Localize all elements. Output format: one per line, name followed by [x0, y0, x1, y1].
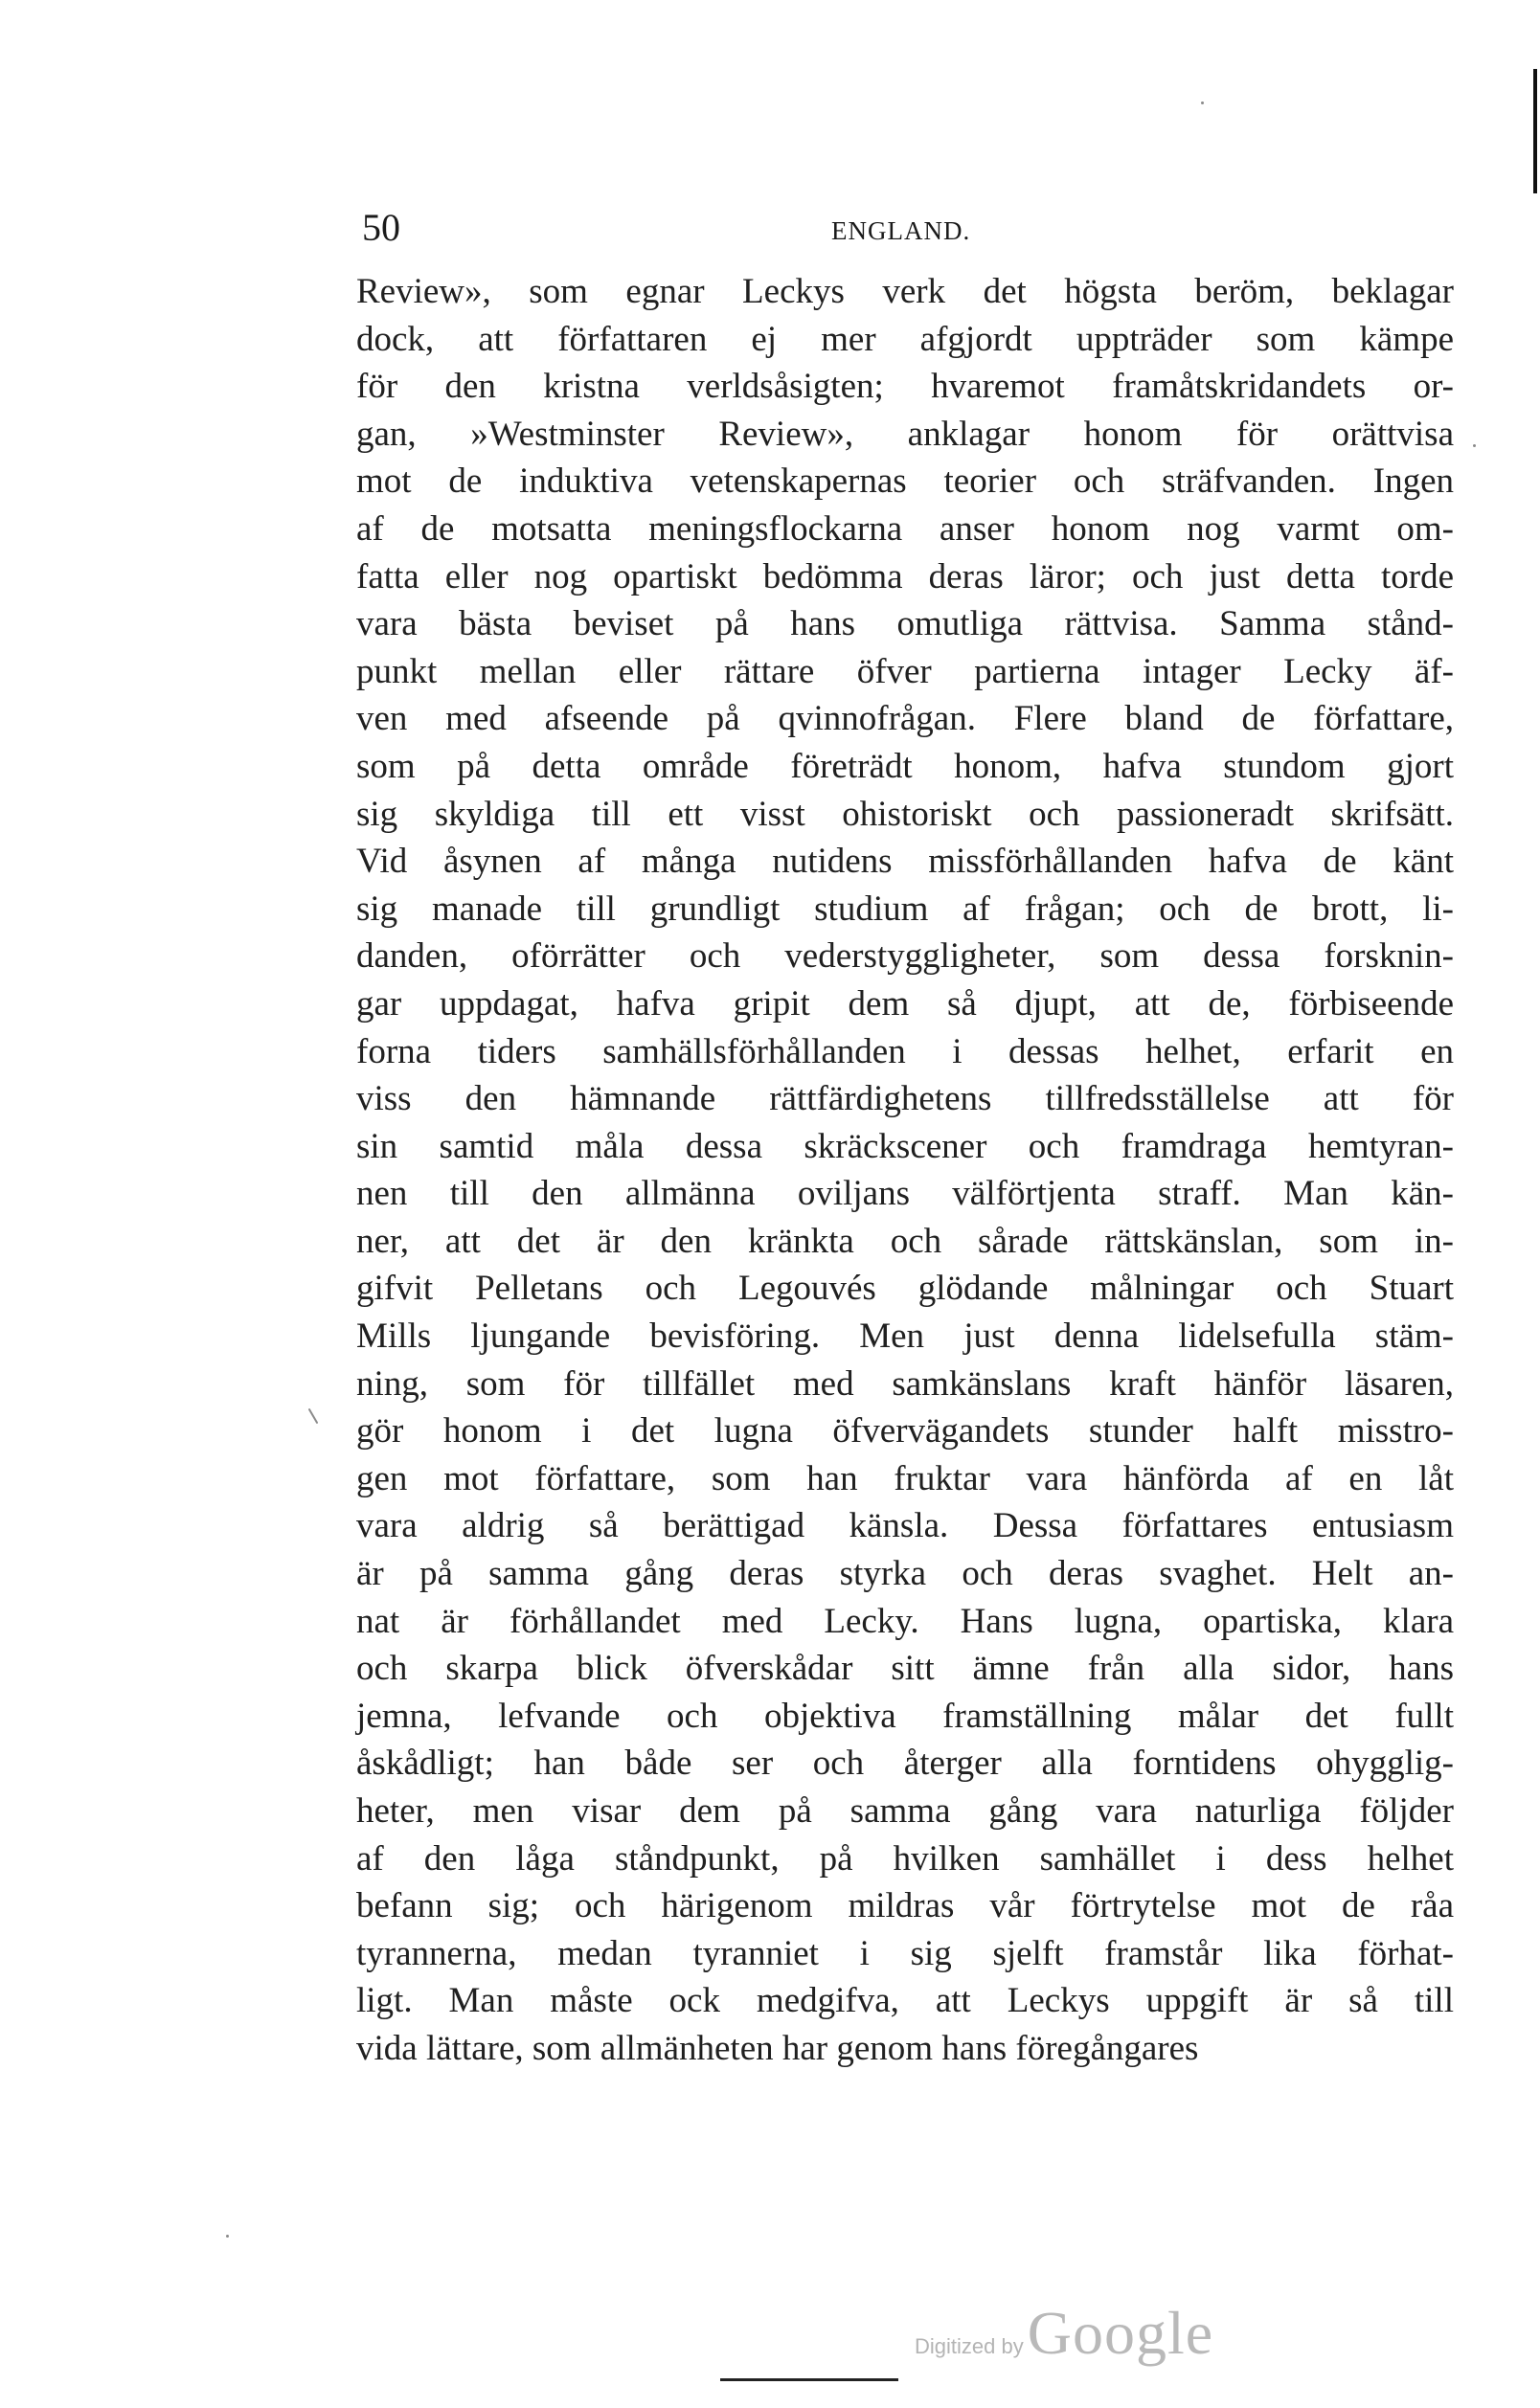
text-line: Vid åsynen af många nutidens missförhållanden hafva de känt [356, 842, 1454, 882]
text-line: åskådligt; han både ser och återger alla forntidens ohygglig- [356, 1744, 1454, 1784]
text-line: ner, att det är den kränkta och sårade rättskänslan, som in- [356, 1221, 1454, 1261]
scan-speck [226, 2235, 229, 2238]
text-line: punkt mellan eller rättare öfver partierna intager Lecky äf- [356, 651, 1454, 691]
text-line: heter, men visar dem på samma gång vara naturliga följder [356, 1791, 1454, 1831]
text-line: forna tiders samhällsförhållanden i dessas helhet, erfarit en [356, 1031, 1454, 1071]
page-edge-mark [1533, 69, 1537, 193]
body-text [356, 268, 1454, 2073]
digitized-by-google-watermark [915, 2298, 1213, 2369]
text-line: ligt. Man måste ock medgifva, att Leckys uppgift är så till [356, 1981, 1454, 2021]
page-number: 50 [362, 206, 400, 249]
scan-speck [1473, 444, 1476, 447]
text-line: sin samtid måla dessa skräckscener och framdraga hemtyran- [356, 1126, 1454, 1166]
google-logo-text: Google [1027, 2299, 1214, 2367]
text-line: vida lättare, som allmänheten har genom hans föregångares [356, 2028, 1199, 2068]
text-line: mot de induktiva vetenskapernas teorier och sträfvanden. Ingen [356, 461, 1454, 502]
text-line: sig skyldiga till ett visst ohistoriskt och passioneradt skrifsätt. [356, 794, 1454, 834]
text-line: af de motsatta meningsflockarna anser honom nog varmt om- [356, 508, 1454, 549]
text-line: gifvit Pelletans och Legouvés glödande målningar och Stuart [356, 1269, 1454, 1309]
running-head: ENGLAND. [831, 216, 971, 245]
text-line: sig manade till grundligt studium af frågan; och de brott, li- [356, 889, 1454, 929]
text-line: nen till den allmänna oviljans välförtjenta straff. Man kän- [356, 1174, 1454, 1214]
text-line: befann sig; och härigenom mildras vår förtrytelse mot de råa [356, 1886, 1454, 1926]
text-line: fatta eller nog opartiskt bedömma deras läror; och just detta torde [356, 556, 1454, 596]
text-line: jemna, lefvande och objektiva framställning målar det fullt [356, 1696, 1454, 1736]
text-line: nat är förhållandet med Lecky. Hans lugna, opartiska, klara [356, 1601, 1454, 1641]
text-line: och skarpa blick öfverskådar sitt ämne från alla sidor, hans [356, 1649, 1454, 1689]
text-line: danden, oförrätter och vederstyggligheter, som dessa forsknin- [356, 936, 1454, 977]
page-header [362, 205, 1435, 253]
text-line: ven med afseende på qvinnofrågan. Flere bland de författare, [356, 699, 1454, 739]
scan-speck [1201, 101, 1204, 104]
scan-speck [308, 1408, 319, 1425]
digitized-by-label: Digitized by [915, 2334, 1024, 2358]
text-line: vara bästa beviset på hans omutliga rättvisa. Samma stånd- [356, 604, 1454, 644]
text-line: af den låga ståndpunkt, på hvilken samhället i dess helhet [356, 1838, 1454, 1879]
text-line: ning, som för tillfället med samkänslans kraft hänför läsaren, [356, 1363, 1454, 1404]
text-line: gör honom i det lugna öfvervägandets stunder halft misstro- [356, 1411, 1454, 1452]
text-line: är på samma gång deras styrka och deras svaghet. Helt an- [356, 1554, 1454, 1594]
text-line: dock, att författaren ej mer afgjordt uppträder som kämpe [356, 319, 1454, 359]
text-line: Mills ljungande bevisföring. Men just denna lidelsefulla stäm- [356, 1317, 1454, 1357]
text-line: Review», som egnar Leckys verk det högsta beröm, beklagar [356, 272, 1454, 311]
text-line: tyrannerna, medan tyranniet i sig sjelft framstår lika förhat- [356, 1933, 1454, 1973]
text-line: gen mot författare, som han fruktar vara hänförda af en låt [356, 1458, 1454, 1498]
bottom-rule [720, 2378, 898, 2381]
text-line: viss den hämnande rättfärdighetens tillfredsställelse att för [356, 1079, 1454, 1119]
text-line: gar uppdagat, hafva gripit dem så djupt, att de, förbiseende [356, 983, 1454, 1024]
text-line: vara aldrig så berättigad känsla. Dessa författares entusiasm [356, 1506, 1454, 1546]
text-line: för den kristna verldsåsigten; hvaremot framåtskridandets or- [356, 367, 1454, 407]
text-line: som på detta område företrädt honom, hafva stundom gjort [356, 746, 1454, 786]
text-line: gan, »Westminster Review», anklagar honom för orättvisa [356, 414, 1454, 454]
